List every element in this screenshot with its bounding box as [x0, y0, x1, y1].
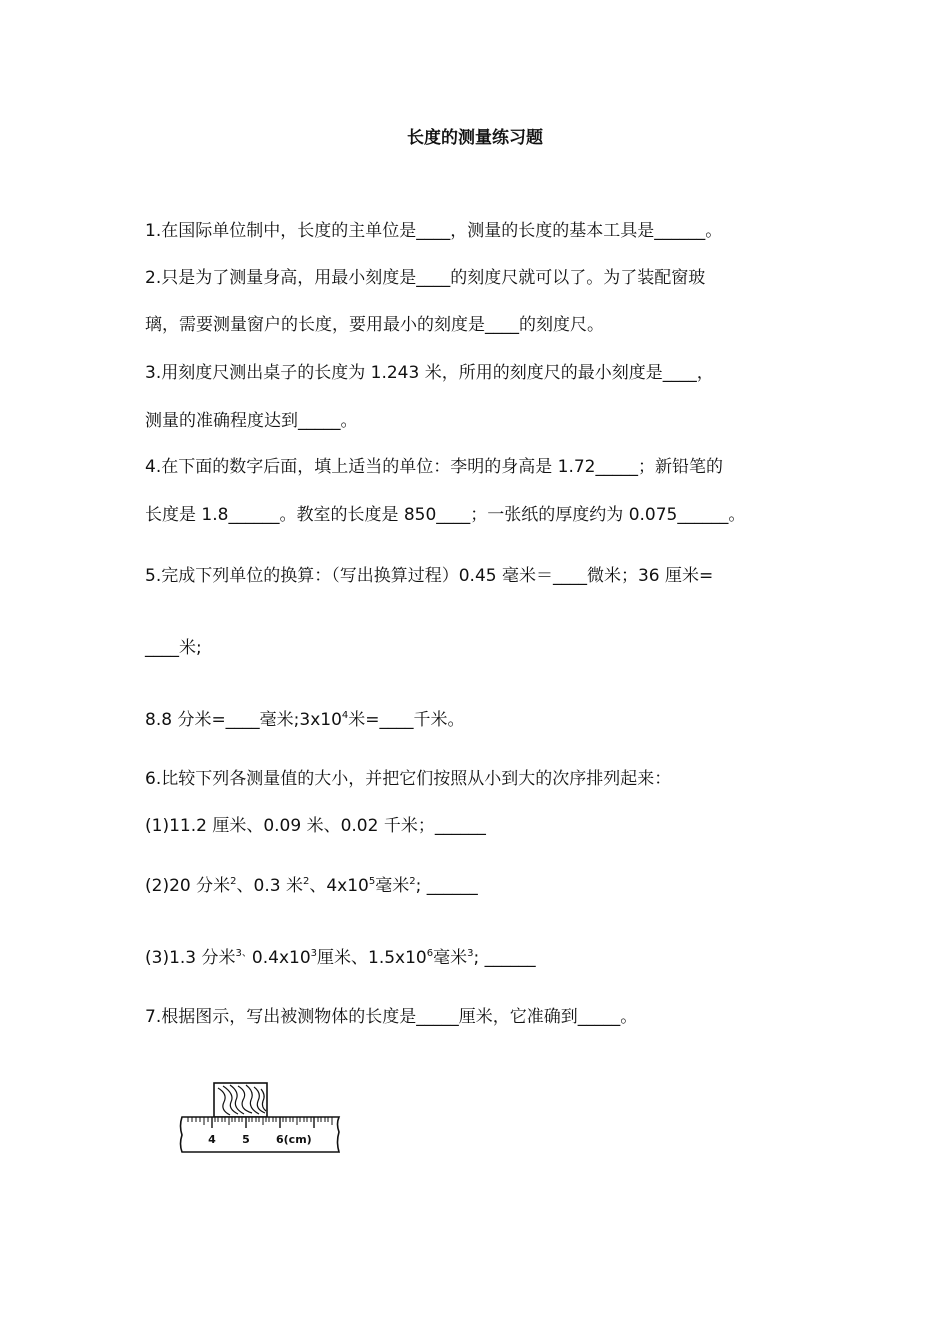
line-text: 米=____千米。 — [348, 710, 465, 730]
measured-block — [214, 1083, 267, 1117]
line-text: (2)20 分米 — [145, 876, 231, 896]
question-3-line-1: 3.用刻度尺测出桌子的长度为 1.243 米，所用的刻度尺的最小刻度是____， — [145, 363, 714, 383]
line-text: ; ______ — [473, 948, 536, 968]
exponent: 4 — [341, 710, 349, 721]
exponent: 2 — [230, 876, 237, 887]
question-5-line-2: ____米; — [145, 638, 202, 658]
line-text: 毫米 — [433, 948, 468, 968]
document-title: 长度的测量练习题 — [407, 128, 543, 148]
exponent: 2 — [302, 876, 310, 887]
question-2-line-1: 2.只是为了测量身高，用最小刻度是____的刻度尺就可以了。为了装配窗玻 — [145, 268, 706, 288]
line-text: 毫米 — [375, 876, 410, 896]
exponent: 3、 — [235, 948, 252, 959]
question-2-line-2: 璃，需要测量窗户的长度，要用最小的刻度是____的刻度尺。 — [145, 315, 604, 335]
question-5-line-3 — [145, 707, 465, 733]
question-6-item-3 — [145, 945, 536, 971]
ruler-figure — [176, 1080, 344, 1158]
exponent: 3 — [467, 948, 474, 959]
exponent: 6 — [426, 948, 434, 959]
question-4-line-1: 4.在下面的数字后面，填上适当的单位：李明的身高是 1.72_____；新铅笔的 — [145, 457, 723, 477]
question-6-line: 6.比较下列各测量值的大小，并把它们按照从小到大的次序排列起来： — [145, 769, 672, 789]
question-1-line: 1.在国际单位制中，长度的主单位是____，测量的长度的基本工具是______。 — [145, 221, 723, 241]
ruler-label-4: 4 — [208, 1133, 216, 1146]
ruler-label-6-cm: 6(cm) — [276, 1133, 312, 1146]
exponent: 5 — [368, 876, 376, 887]
line-text: 、0.3 米 — [236, 876, 303, 896]
line-text: 、4x10 — [309, 876, 369, 896]
exponent: 2 — [409, 876, 416, 887]
question-6-item-1: (1)11.2 厘米、0.09 米、0.02 千米；______ — [145, 816, 486, 836]
line-text: 厘米、1.5x10 — [317, 948, 427, 968]
question-6-item-2 — [145, 873, 478, 899]
question-3-line-2: 测量的准确程度达到_____。 — [145, 411, 358, 431]
question-7-line: 7.根据图示，写出被测物体的长度是_____厘米，它准确到_____。 — [145, 1007, 638, 1027]
line-text: ; ______ — [415, 876, 478, 896]
line-text: (3)1.3 分米 — [145, 948, 236, 968]
line-text: 0.4x10 — [251, 948, 311, 968]
question-4-line-2: 长度是 1.8______。教室的长度是 850____；一张纸的厚度约为 0.075______。 — [145, 505, 746, 525]
ruler-label-5: 5 — [242, 1133, 250, 1146]
exponent: 3 — [310, 948, 318, 959]
question-5-line-1: 5.完成下列单位的换算：（写出换算过程）0.45 毫米＝____微米；36 厘米= — [145, 566, 714, 586]
line-text: 8.8 分米=____毫米;3x10 — [145, 710, 342, 730]
